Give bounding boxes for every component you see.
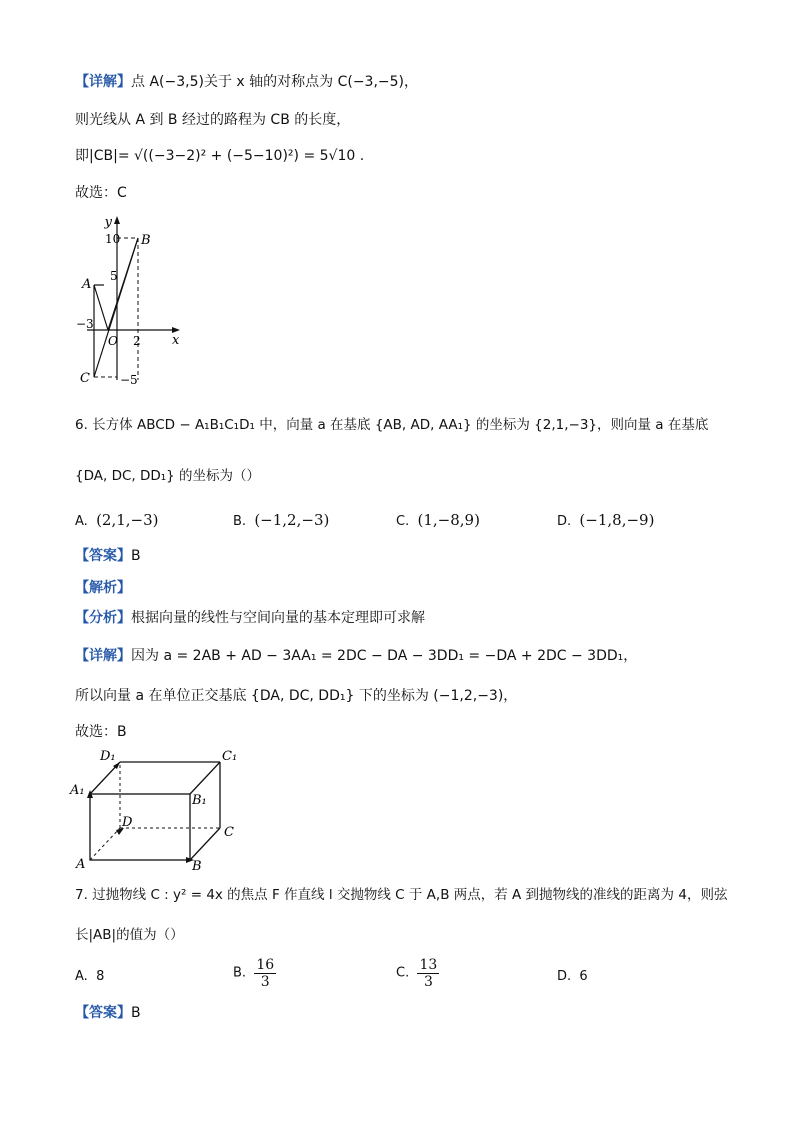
graph-y-label: y	[104, 215, 112, 230]
analysis-tag: 【解析】	[75, 580, 131, 596]
q7-answer	[75, 1003, 141, 1023]
coordinate-graph	[72, 212, 192, 392]
q6-answer-value: B	[131, 548, 141, 564]
graph-tick-10: 10	[105, 232, 121, 246]
q6-answer	[75, 546, 141, 566]
graph-point-A: A	[82, 277, 92, 292]
q6-option-d: D. (−1,8,−9)	[557, 511, 655, 529]
q6-fenxi	[75, 608, 425, 628]
q7-option-c-fraction: $\frac{13}{3}$	[419, 957, 438, 990]
fenxi-tag: 【分析】	[75, 610, 131, 626]
q6-option-c: C. (1,−8,9)	[396, 511, 480, 529]
s5-line1: 点 A(−3,5)关于 x 轴的对称点为 C(−3,−5)，	[131, 74, 419, 90]
cube-label-C1: C₁	[222, 749, 238, 764]
s5-line2: 则光线从 A 到 B 经过的路程为 CB 的长度，	[75, 112, 351, 128]
answer-tag: 【答案】	[75, 1005, 131, 1021]
q7-option-b-fraction: $\frac{16}{3}$	[256, 957, 275, 990]
cuboid-figure	[68, 746, 243, 874]
graph-x-label: x	[172, 333, 180, 348]
q7-option-c: C. $\frac{13}{3}$	[396, 957, 438, 990]
cube-label-A: A	[76, 857, 86, 872]
cube-label-B1: B₁	[192, 793, 207, 808]
q7-option-d: D. 6	[557, 969, 588, 984]
cube-label-B: B	[192, 859, 202, 874]
graph-tick-neg5: −5	[120, 373, 138, 387]
q6-option-b: B. (−1,2,−3)	[233, 511, 330, 529]
q6-detail-line1	[75, 646, 637, 666]
q6-detail-line2: 所以向量 a 在单位正交基底 {DA, DC, DD₁} 下的坐标为 (−1,2,−3)，	[75, 688, 518, 704]
q7-answer-value: B	[131, 1005, 141, 1021]
graph-point-B: B	[141, 233, 151, 248]
q7-stem-line1: 7. 过抛物线 C : y² = 4x 的焦点 F 作直线 l 交抛物线 C 于 A,B 两点，若 A 到抛物线的准线的距离为 4，则弦	[75, 887, 728, 903]
q6-detail-text1: 因为 a = 2AB + AD − 3AA₁ = 2DC − DA − 3DD₁ = −DA + 2DC − 3DD₁，	[131, 648, 638, 664]
q6-fenxi-text: 根据向量的线性与空间向量的基本定理即可求解	[131, 610, 425, 626]
cube-label-C: C	[224, 825, 234, 840]
q7-option-a: A. 8	[75, 969, 105, 984]
s5-detail-line	[75, 72, 418, 92]
cube-label-D1: D₁	[100, 749, 116, 764]
q6-stem-line2: {DA, DC, DD₁} 的坐标为（）	[75, 468, 261, 484]
graph-tick-5: 5	[110, 269, 118, 283]
q6-detail-line3: 故选：B	[75, 724, 127, 740]
graph-origin: O	[108, 334, 118, 348]
graph-tick-neg3: −3	[76, 317, 94, 331]
graph-tick-2: 2	[133, 334, 141, 348]
s5-line4: 故选：C	[75, 185, 127, 201]
q6-stem-line1: 6. 长方体 ABCD − A₁B₁C₁D₁ 中，向量 a 在基底 {AB, AD, AA₁} 的坐标为 {2,1,−3}，则向量 a 在基底	[75, 417, 709, 433]
s5-line3: 即|CB|= √((−3−2)² + (−5−10)²) = 5√10 .	[75, 148, 365, 164]
detail-tag: 【详解】	[75, 74, 131, 90]
q7-option-b: B. $\frac{16}{3}$	[233, 957, 275, 990]
q6-option-a: A. (2,1,−3)	[75, 511, 159, 529]
cube-label-A1: A₁	[70, 783, 85, 798]
q7-stem-line2: 长|AB|的值为（）	[75, 927, 184, 943]
graph-point-C: C	[80, 371, 90, 386]
q6-analysis	[75, 578, 131, 598]
cube-label-D: D	[122, 815, 133, 830]
answer-tag: 【答案】	[75, 548, 131, 564]
detail-tag: 【详解】	[75, 648, 131, 664]
